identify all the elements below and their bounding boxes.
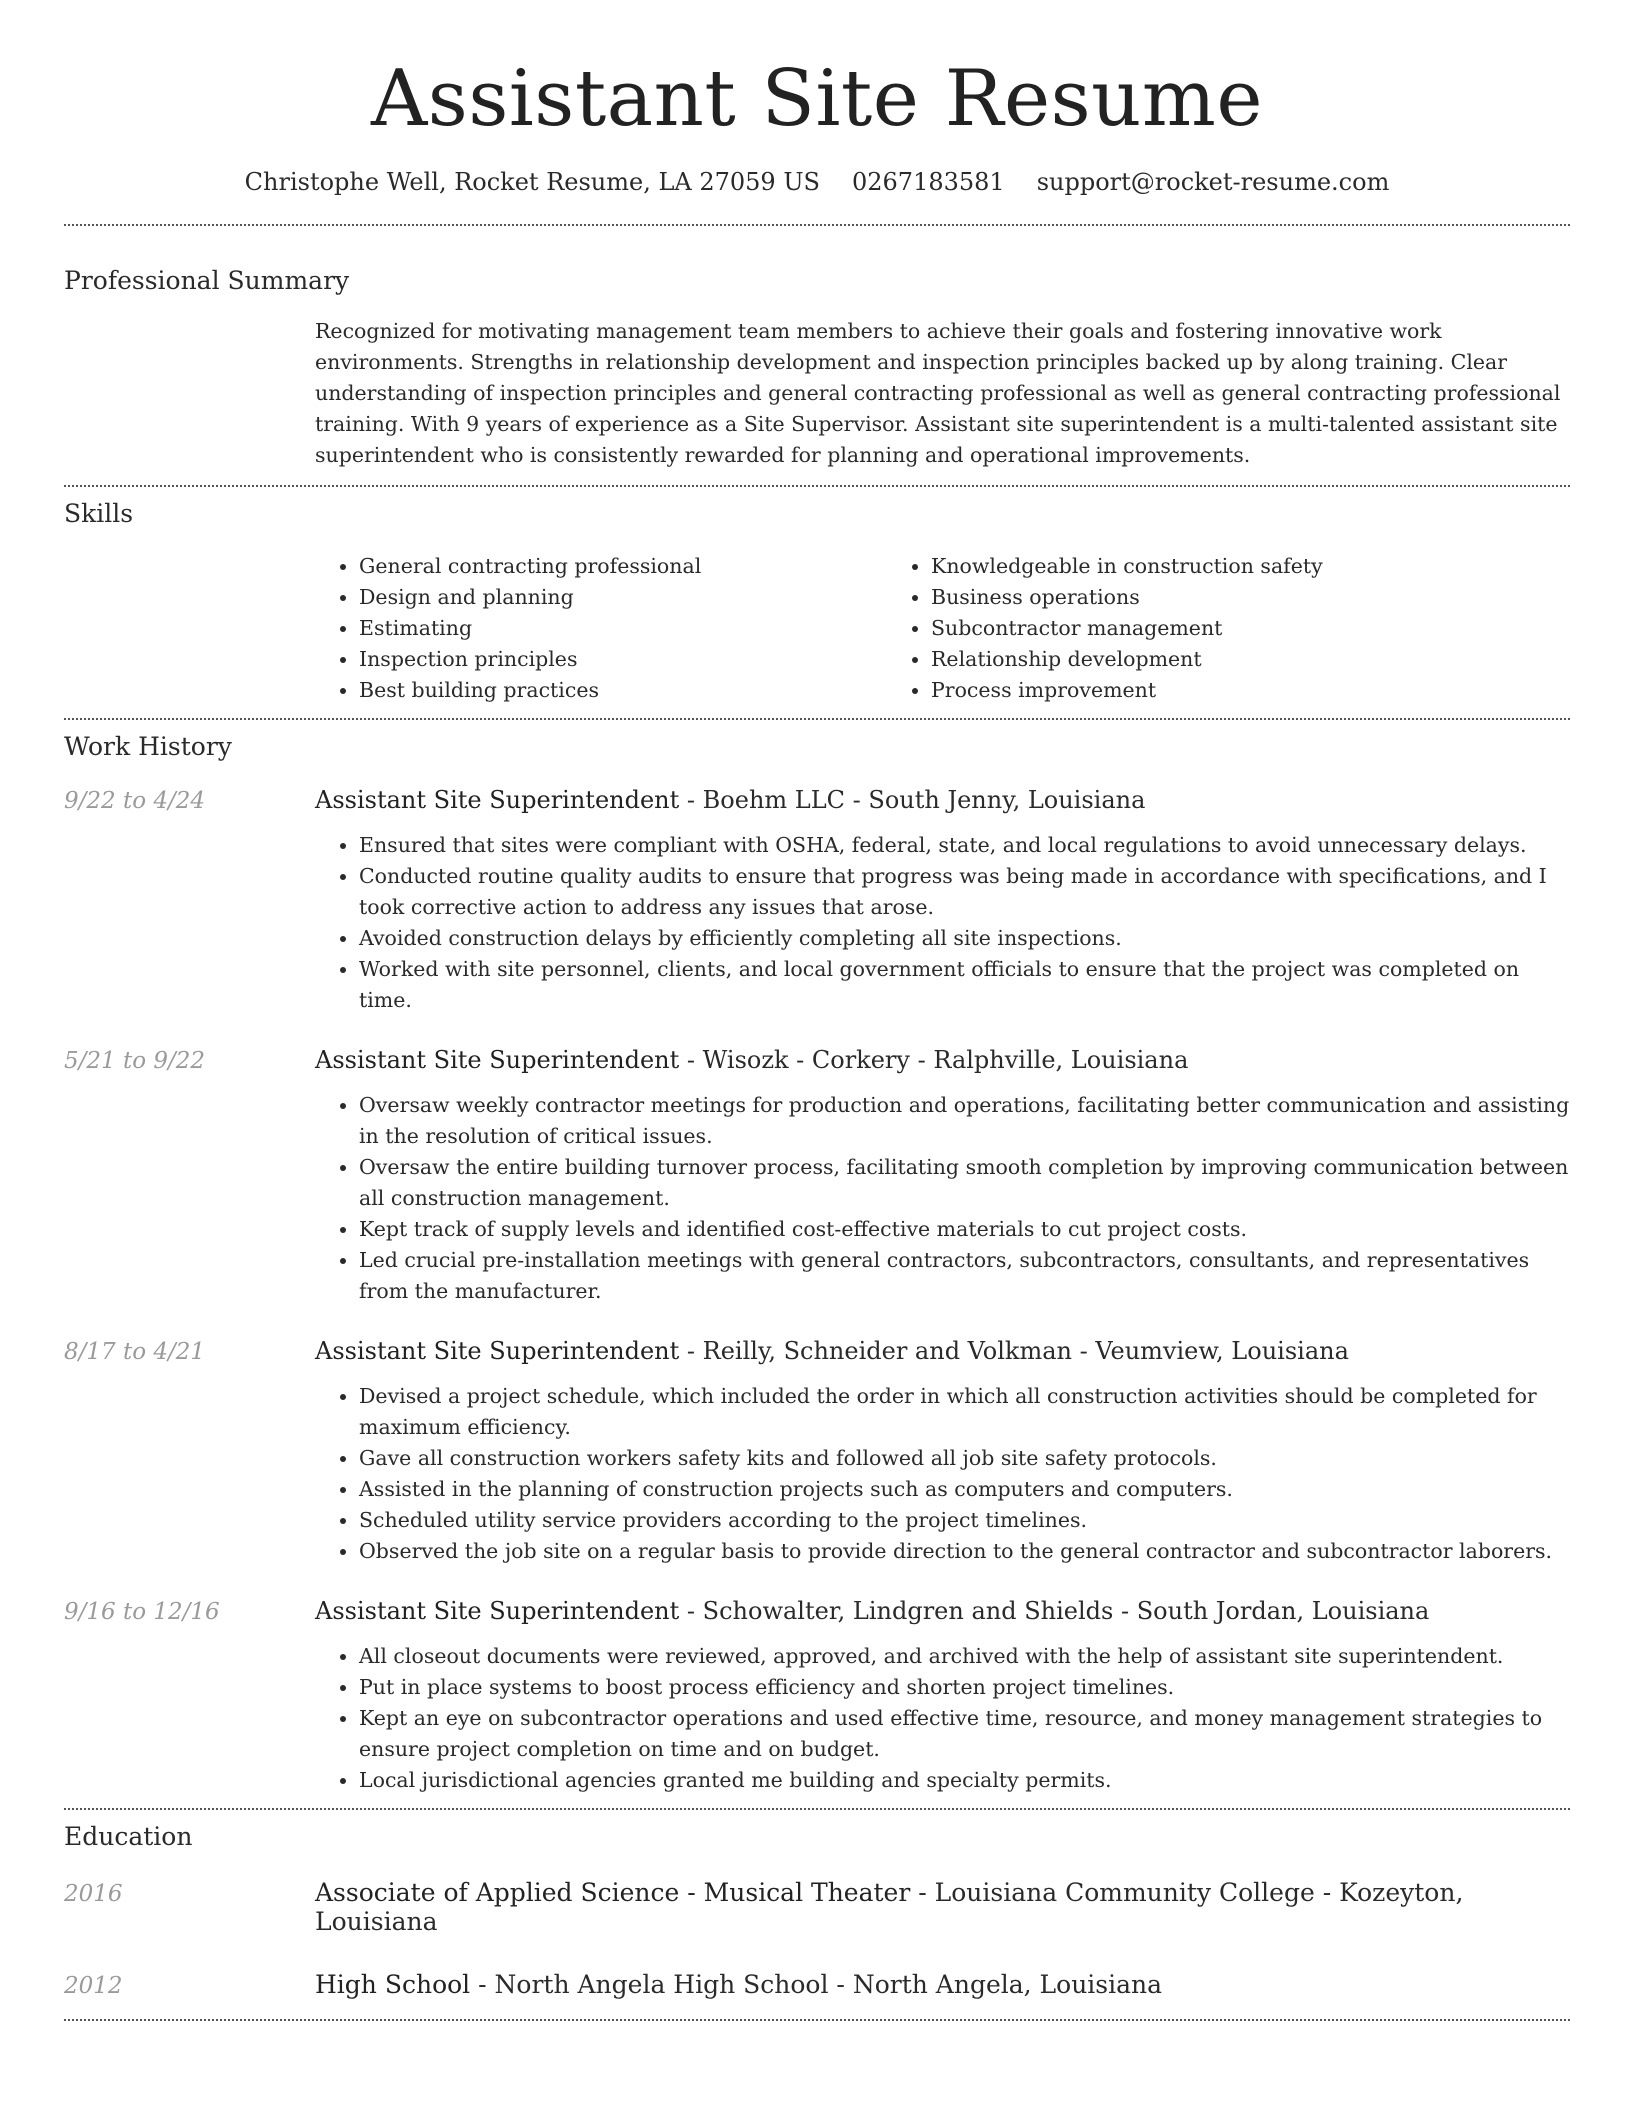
job-bullet: • Devised a project schedule, which included the order in which all construction activities should be completed for maximum efficiency. [359, 1381, 1570, 1443]
job-bullet: • Assisted in the planning of construction projects such as computers and computers. [359, 1474, 1570, 1505]
education-section [64, 1822, 1570, 1999]
skill-item: • Process improvement [931, 675, 1457, 706]
divider [64, 718, 1570, 720]
job-heading [315, 1046, 1188, 1074]
education-degree: Associate of Applied Science - Musical Theater [315, 1878, 911, 1907]
job-bullets [315, 1381, 1570, 1567]
education-year: 2012 [64, 1973, 123, 1999]
skill-item: • Subcontractor management [931, 613, 1457, 644]
skill-item: • Estimating [359, 613, 886, 644]
skills-column-left [315, 551, 886, 706]
job-bullet: • Kept track of supply levels and identified cost-effective materials to cut project costs. [359, 1214, 1570, 1245]
skill-item: • Relationship development [931, 644, 1457, 675]
job-entry [64, 1597, 1570, 1796]
job-bullets [315, 1641, 1570, 1796]
contact-email: support@rocket-resume.com [1036, 168, 1390, 196]
job-dates: 9/22 to 4/24 [64, 788, 206, 814]
job-heading [315, 1597, 1429, 1625]
job-header [64, 1046, 1570, 1074]
job-bullet: • Avoided construction delays by efficiently completing all site inspections. [359, 923, 1570, 954]
job-bullet: • Observed the job site on a regular basis to provide direction to the general contractor and subcontractor laborers. [359, 1536, 1570, 1567]
job-title: Assistant Site Superintendent [315, 786, 680, 814]
skills-heading: Skills [64, 499, 134, 528]
job-header [64, 1337, 1570, 1365]
job-dates: 9/16 to 12/16 [64, 1599, 220, 1625]
skill-item: • Design and planning [359, 582, 886, 613]
education-degree: High School [315, 1970, 471, 1999]
job-title: Assistant Site Superintendent [315, 1046, 680, 1074]
education-entry [64, 1970, 1570, 1999]
job-bullet: • Led crucial pre-installation meetings with general contractors, subcontractors, consultants, and representatives from the manufacturer. [359, 1245, 1570, 1307]
contact-line [64, 166, 1570, 198]
education-entry [64, 1878, 1570, 1936]
summary-section [64, 266, 1570, 471]
job-bullet: • Put in place systems to boost process efficiency and shorten project timelines. [359, 1672, 1570, 1703]
education-school: - North Angela High School - North Angela, Louisiana [470, 1970, 1163, 1999]
job-title: Assistant Site Superintendent [315, 1597, 680, 1625]
summary-text: Recognized for motivating management team members to achieve their goals and fostering innovative work environments. Strengths in relationship development and inspection principles backed up by along training. Clear understanding of inspection principles and general contracting professional as well as general contracting professional training. With 9 years of experience as a Site Supervisor. Assistant site superintendent is a multi-talented assistant site superintendent who is consistently rewarded for planning and operational improvements. [315, 319, 1561, 467]
job-entry [64, 1046, 1570, 1307]
contact-address: Christophe Well, Rocket Resume, LA 27059 US [244, 168, 820, 196]
divider [64, 1808, 1570, 1810]
job-details: - Reilly, Schneider and Volkman - Veumview, Louisiana [679, 1337, 1349, 1365]
skill-item: • Business operations [931, 582, 1457, 613]
job-heading [315, 1337, 1349, 1365]
skill-item: • Inspection principles [359, 644, 886, 675]
job-bullet: • Scheduled utility service providers according to the project timelines. [359, 1505, 1570, 1536]
divider [64, 2019, 1570, 2021]
divider [64, 485, 1570, 487]
job-details: - Schowalter, Lindgren and Shields - South Jordan, Louisiana [679, 1597, 1430, 1625]
skills-section [64, 499, 1570, 706]
education-heading: Education [64, 1822, 193, 1851]
education-detail [315, 1878, 1570, 1936]
contact-phone: 0267183581 [852, 168, 1005, 196]
work-history-section [64, 732, 1570, 1796]
job-bullet: • Oversaw the entire building turnover process, facilitating smooth completion by improving communication between all construction management. [359, 1152, 1570, 1214]
job-header [64, 786, 1570, 814]
education-school: - Louisiana Community College - Kozeyton, Louisiana [315, 1878, 1464, 1936]
job-dates: 8/17 to 4/21 [64, 1339, 206, 1365]
work-history-heading: Work History [64, 732, 232, 761]
job-title: Assistant Site Superintendent [315, 1337, 680, 1365]
skills-column-right [886, 551, 1457, 706]
skill-item: • Knowledgeable in construction safety [931, 551, 1457, 582]
skill-item: • Best building practices [359, 675, 886, 706]
job-bullet: • Local jurisdictional agencies granted me building and specialty permits. [359, 1765, 1570, 1796]
resume-title: Assistant Site Resume [370, 54, 1264, 144]
job-bullet: • Ensured that sites were compliant with OSHA, federal, state, and local regulations to avoid unnecessary delays. [359, 830, 1570, 861]
job-details: - Boehm LLC - South Jenny, Louisiana [679, 786, 1146, 814]
job-bullet: • Conducted routine quality audits to ensure that progress was being made in accordance with specifications, and I took corrective action to address any issues that arose. [359, 861, 1570, 923]
skill-item: • General contracting professional [359, 551, 886, 582]
job-entry [64, 786, 1570, 1016]
job-bullet: • Kept an eye on subcontractor operations and used effective time, resource, and money management strategies to ensure project completion on time and on budget. [359, 1703, 1570, 1765]
job-bullets [315, 830, 1570, 1016]
divider [64, 224, 1570, 226]
job-bullets [315, 1090, 1570, 1307]
education-detail [315, 1970, 1162, 1999]
job-bullet: • Worked with site personnel, clients, and local government officials to ensure that the project was completed on time. [359, 954, 1570, 1016]
job-bullet: • All closeout documents were reviewed, approved, and archived with the help of assistant site superintendent. [359, 1641, 1570, 1672]
job-dates: 5/21 to 9/22 [64, 1048, 206, 1074]
job-bullet: • Gave all construction workers safety kits and followed all job site safety protocols. [359, 1443, 1570, 1474]
job-header [64, 1597, 1570, 1625]
job-heading [315, 786, 1145, 814]
job-details: - Wisozk - Corkery - Ralphville, Louisiana [679, 1046, 1189, 1074]
summary-heading: Professional Summary [64, 266, 350, 295]
job-entry [64, 1337, 1570, 1567]
skills-list [315, 551, 1570, 706]
education-year: 2016 [64, 1881, 123, 1907]
job-bullet: • Oversaw weekly contractor meetings for production and operations, facilitating better communication and assisting in the resolution of critical issues. [359, 1090, 1570, 1152]
